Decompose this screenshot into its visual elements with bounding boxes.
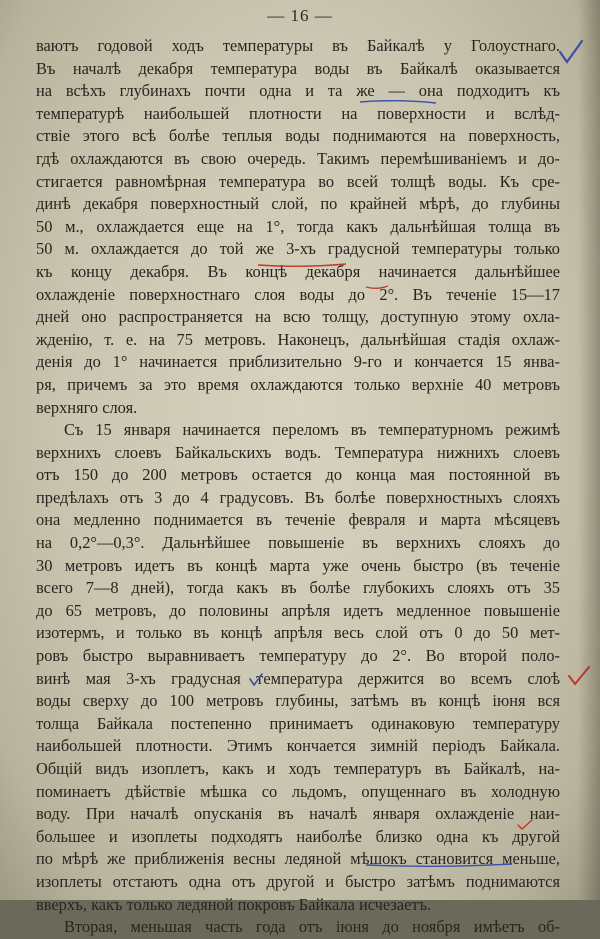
text-line: температурѣ наибольшей плотности на поверхности и вслѣд-: [36, 103, 560, 123]
text-line: динѣ декабря поверхностный слой, по крайней мѣрѣ, до глубины: [36, 194, 560, 214]
text-line: толща Байкала постепенно принимаетъ одинаковую температуру: [36, 713, 560, 733]
text-line: Общій видъ изоплетъ, какъ и ходъ температуръ въ Байкалѣ, на-: [36, 759, 560, 778]
text-line: до 65 метровъ, до половины апрѣля идетъ медленное повышеніе: [36, 600, 560, 620]
text-line: вверхъ, какъ только ледяной покровъ Байкала исчезаетъ.: [36, 894, 432, 914]
text-line: на 0,2°—0,3°. Дальнѣйшее повышеніе въ верхнихъ слояхъ до: [36, 533, 560, 553]
text-line: воду. При началѣ опусканія въ началѣ января охлажденіе наи-: [36, 804, 560, 824]
text-line: денія до 1° начинается приблизительно 9-го и кончается 15 янва-: [36, 352, 560, 372]
text-line: ствіе этого всѣ болѣе теплыя воды поднимаются на поверхность,: [36, 126, 560, 146]
text-line: 50 м. охлаждается до той же 3-хъ градусной температуры только: [36, 239, 560, 259]
text-line: всего 7—8 дней), тогда какъ въ болѣе глубокихъ слояхъ отъ 35: [36, 578, 560, 598]
text-line: изоплеты отстаютъ одна отъ другой и быстро затѣмъ поднимаются: [36, 871, 560, 891]
text-line: 30 метровъ идетъ въ концѣ марта уже очень быстро (въ теченіе: [36, 555, 560, 575]
text-line: большее и изоплеты подходятъ наиболѣе близко одна къ другой: [36, 826, 560, 846]
red-underline-mark-icon: [256, 260, 348, 270]
page-number: — 16 —: [267, 6, 333, 25]
text-line: воды сверху до 100 метровъ глубины, затѣмъ въ концѣ іюня вся: [36, 691, 560, 711]
text-line: Въ началѣ декабря температура воды въ Байкалѣ оказывается: [36, 58, 560, 78]
underline-mark-icon: [358, 96, 438, 106]
text-line: она медленно поднимается въ теченіе февраля и марта мѣсяцевъ: [36, 510, 560, 530]
text-line: Съ 15 января начинается переломъ въ температурномъ режимѣ: [64, 420, 560, 440]
text-line: наибольшей плотности. Этимъ кончается зимній періодъ Байкала.: [36, 736, 560, 756]
text-line: на всѣхъ глубинахъ почти одна и та же — она подходитъ къ: [36, 81, 560, 101]
text-body: [36, 35, 560, 939]
text-line: 50 м., охлаждается еще на 1°, тогда какъ дальнѣйшая толща въ: [36, 216, 560, 236]
text-line: къ концу декабря. Въ концѣ декабря начинается дальнѣйшее: [36, 261, 560, 281]
text-line: поминаетъ дѣйствіе мѣшка со льдомъ, опущеннаго въ холодную: [36, 781, 560, 801]
text-line: ря, причемъ за это время охлаждаются только верхніе 40 метровъ: [36, 374, 560, 394]
text-line: дней оно распространяется на всю толщу, доступную этому охла-: [36, 307, 560, 327]
text-line: предѣлахъ отъ 3 до 4 градусовъ. Въ болѣе поверхностныхъ слояхъ: [36, 487, 560, 507]
text-line: верхнихъ слоевъ Байкальскихъ водъ. Температура нижнихъ слоевъ: [36, 442, 560, 462]
text-line: отъ 150 до 200 метровъ остается до конца мая постоянной въ: [36, 465, 560, 485]
text-line: Вторая, меньшая часть года отъ іюня до ноября имѣетъ об-: [64, 917, 560, 937]
red-underline-mark-icon: [364, 282, 390, 292]
text-line: стигается равномѣрная температура во всей толщѣ воды. Къ сре-: [36, 171, 560, 191]
text-line: жденію, т. е. на 75 метровъ. Наконецъ, дальнѣйшая стадія охлаж-: [36, 329, 560, 349]
page-edge-shadow: [578, 0, 600, 900]
text-line: винѣ мая 3-хъ градусная температура держится во всемъ слоѣ: [36, 668, 560, 688]
text-line: ровъ быстро выравниваетъ температуру до 2°. Во второй поло-: [36, 646, 560, 666]
text-line: гдѣ охлаждаются въ свою очередь. Такимъ перемѣшиваніемъ и до-: [36, 148, 560, 168]
underline-mark-icon: [364, 860, 514, 870]
text-line: по мѣрѣ же приближенія весны ледяной мѣшокъ становится меньше,: [36, 849, 560, 869]
text-line: верхняго слоя.: [36, 397, 138, 417]
text-line: охлажденіе поверхностнаго слоя воды до 2°. Въ теченіе 15—17: [36, 284, 560, 304]
text-line: ваютъ годовой ходъ температуры въ Байкалѣ у Голоустнаго.: [36, 36, 560, 55]
blue-check-mark-icon: [248, 672, 264, 688]
red-tick-mark-icon: [516, 818, 534, 832]
text-line: изотермъ, и только въ концѣ апрѣля весь слой отъ 0 до 50 мет-: [36, 623, 560, 643]
